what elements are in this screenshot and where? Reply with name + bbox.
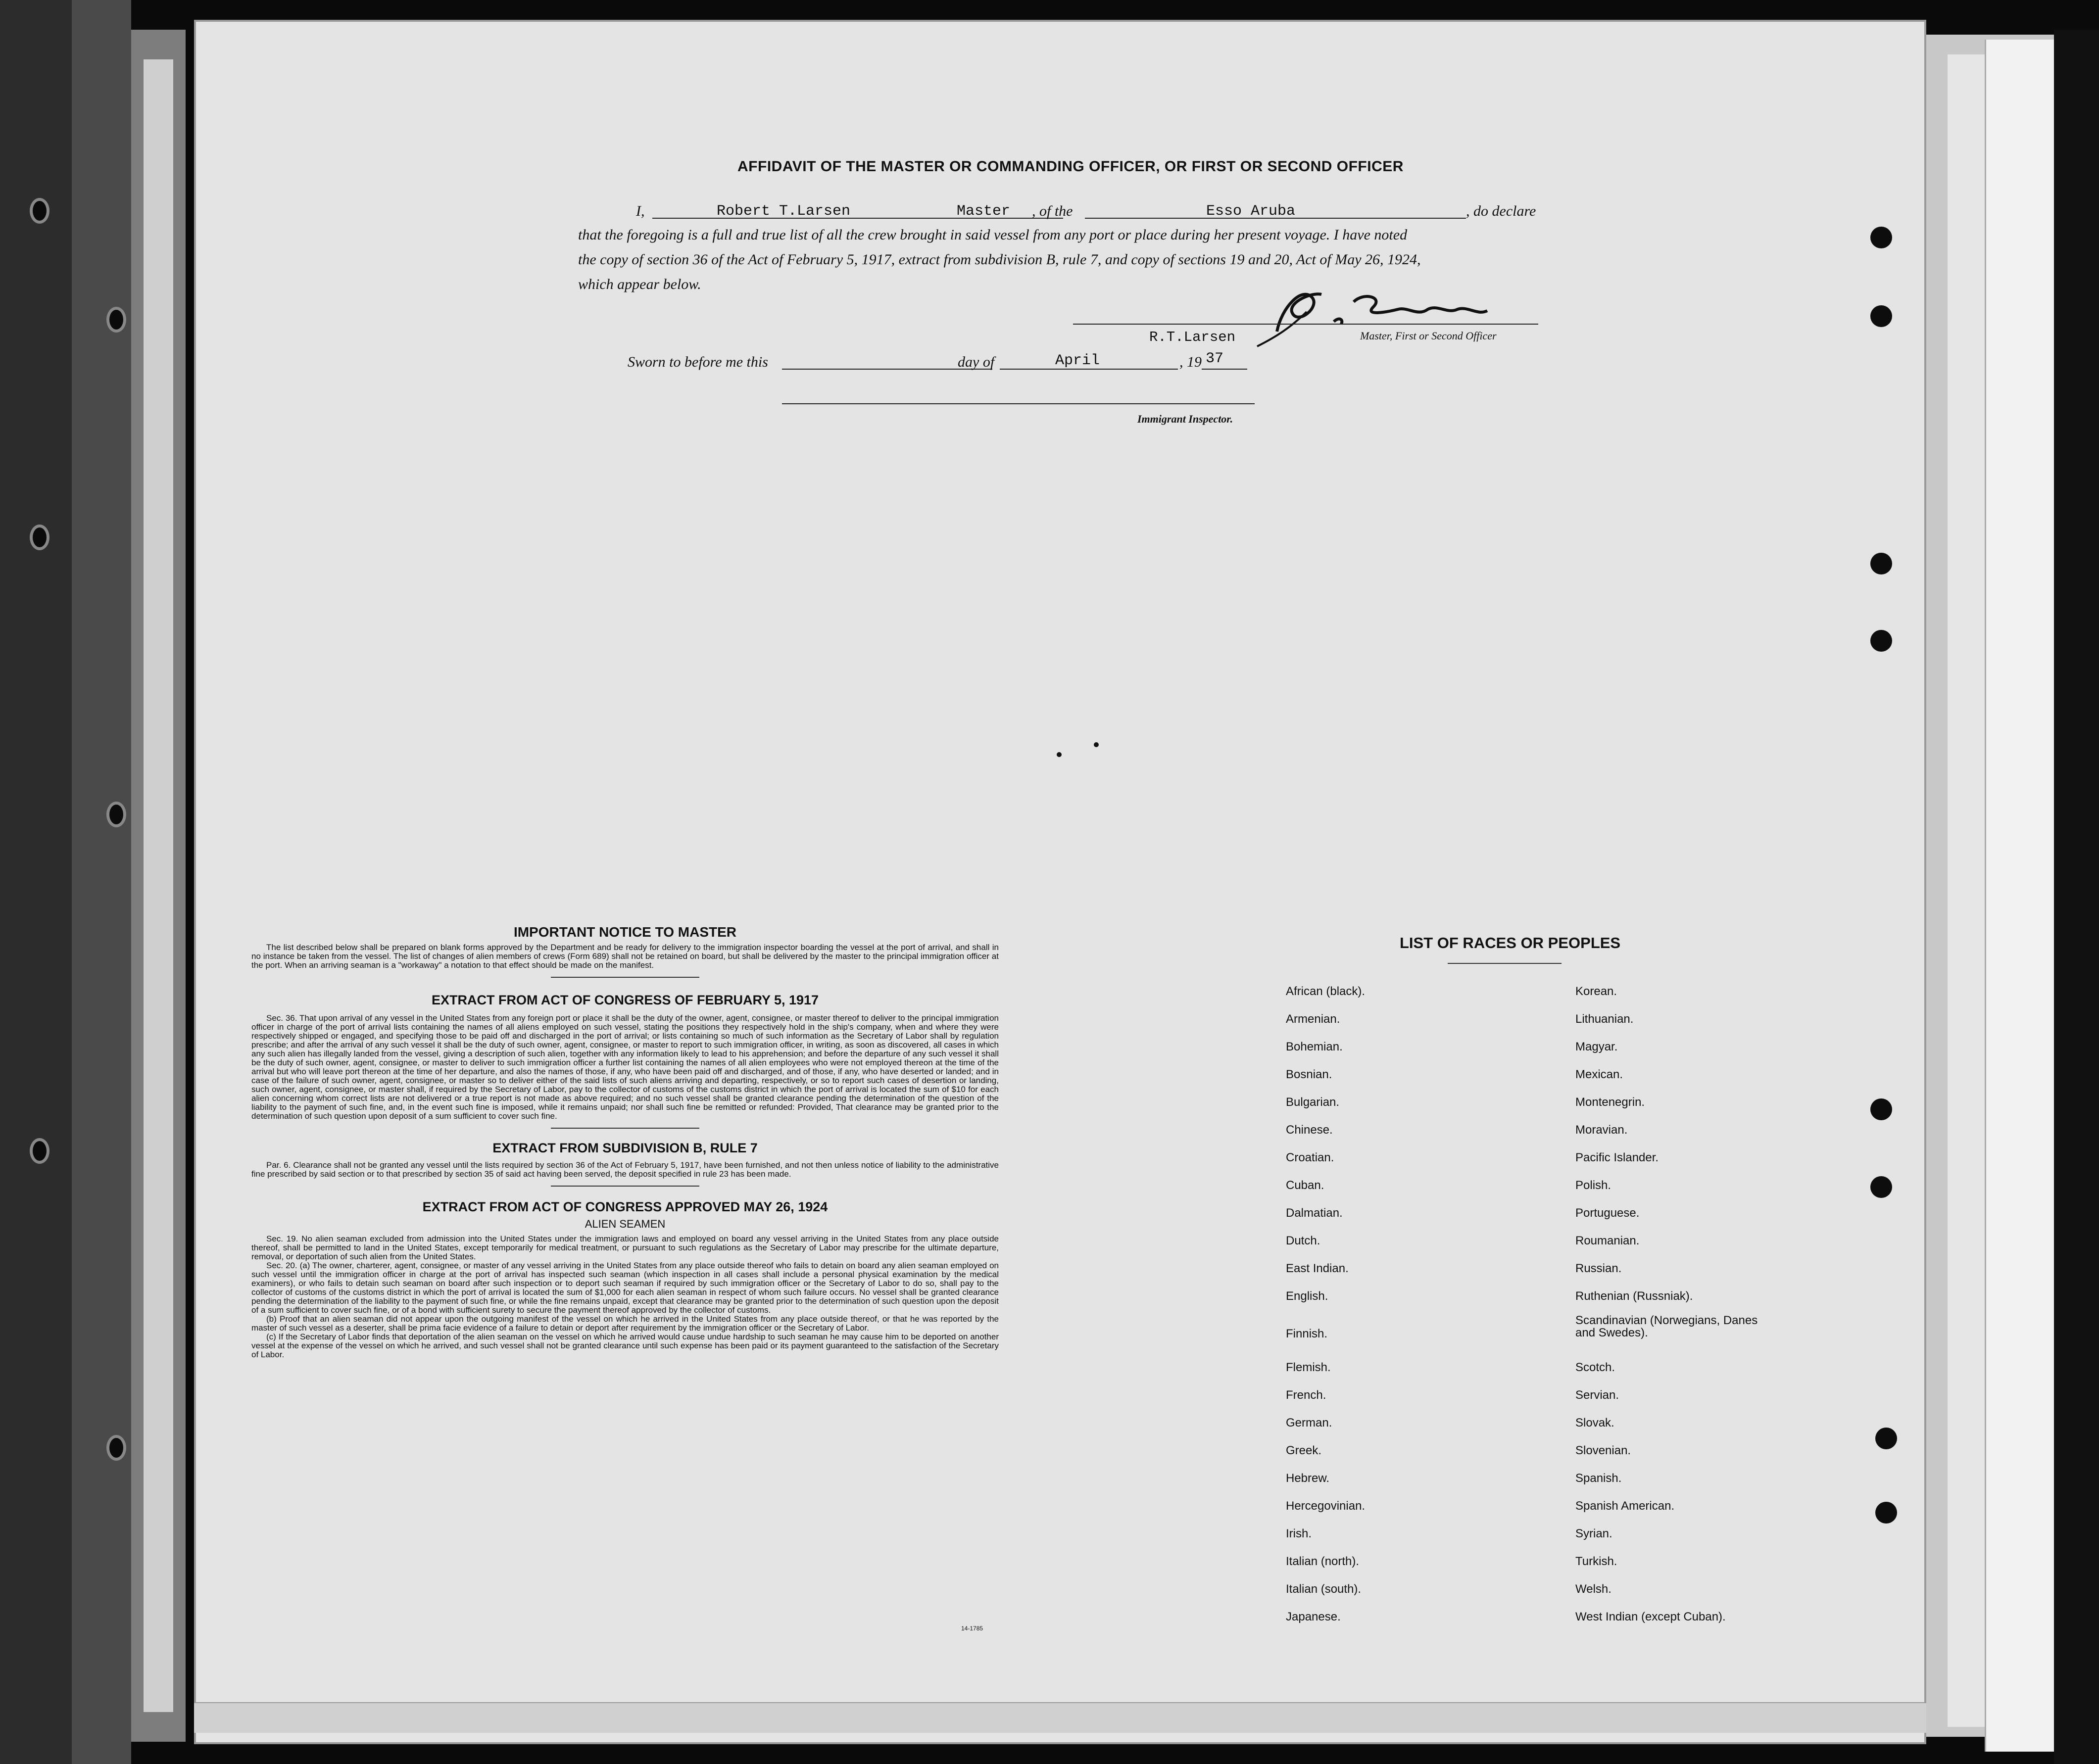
- race-item: English.: [1286, 1289, 1328, 1303]
- race-item: Finnish.: [1286, 1327, 1328, 1340]
- race-item: West Indian (except Cuban).: [1575, 1610, 1726, 1623]
- inspector-signature-line: [782, 403, 1255, 404]
- extract-rule7-title: EXTRACT FROM SUBDIVISION B, RULE 7: [492, 1141, 758, 1156]
- alien-seamen-subtitle: ALIEN SEAMEN: [585, 1218, 666, 1231]
- extract-1924-sec19: Sec. 19. No alien seaman excluded from admission into the United States under the immigration laws and employed on board any vessel arriving in the United States from any place outside thereof, shall be permitted to land in the United States, except temporarily for medical treatment, or pursuant to such regulations as the Secretary of Labor may prescribe for the ultimate departure, removal, or deportation of such alien from the United States.: [251, 1234, 999, 1262]
- binder-hole: [106, 307, 126, 333]
- race-item: Italian (south).: [1286, 1582, 1362, 1596]
- master-rank: Master: [957, 203, 1011, 220]
- race-item: Flemish.: [1286, 1361, 1331, 1374]
- race-item: Italian (north).: [1286, 1555, 1360, 1568]
- race-item: Scotch.: [1575, 1361, 1615, 1374]
- extract-1917-body: Sec. 36. That upon arrival of any vessel in the United States from any foreign port or place it shall be the duty of the owner, agent, consignee, or master thereof to deliver to the principal immigration officer in charge of the port of arrival lists containing the names of all aliens employed on such vessel, stating the positions they respectively hold in the ship's company, when and where they were respectively shipped or engaged, and specifying those to be paid off and discharged in the port of arrival; or lists containing so much of such information as the Secretary of Labor shall by regulation prescribe; and after the arrival of any such vessel it shall be the duty of such owner, agent, consignee, or master to report to such immigration officer, in writing, as soon as discovered, all cases in which any such alien has illegally landed from the vessel, giving a description of such alien, together with any information likely to lead to his apprehension; and before the departure of any such vessel it shall be the duty of such owner, agent, consignee, or master to deliver to such immigration officer a further list containing the names of all alien employees who were not employed thereon at the time of the arrival but who will leave port thereon at the time of her departure, and also the names of those, if any, who have been paid off and discharged, and of those, if any, who have deserted or landed; and in case of the failure of such owner, agent, consignee, or master so to deliver either of the said lists of such aliens arriving and departing, respectively, or so to report such cases of desertion or landing, such owner, agent, consignee, or master shall, if required by the Secretary of Labor, pay to the collector of customs of the customs district in which the port of arrival is located the sum of $10 for each alien concerning whom correct lists are not delivered or a true report is not made as above required; and no such vessel shall be granted clearance pending the determination of the question of the liability to the payment of such fine, and, in the event such fine is imposed, while it remains unpaid; nor shall such fine be remitted or refunded: Provided, That clearance may be granted prior to the determination of such question upon deposit of a sum sufficient to cover such fine.: [251, 1013, 999, 1121]
- race-item: Syrian.: [1575, 1527, 1612, 1540]
- punch-hole: [1870, 553, 1892, 574]
- race-item: Chinese.: [1286, 1123, 1333, 1137]
- punch-hole: [1870, 1098, 1892, 1120]
- sworn-label: Sworn to before me this: [628, 354, 768, 370]
- race-item: Turkish.: [1575, 1555, 1617, 1568]
- binder-hole: [106, 1435, 126, 1461]
- race-item: Ruthenian (Russniak).: [1575, 1289, 1693, 1303]
- sworn-year: 37: [1206, 350, 1224, 367]
- race-item: Bosnian.: [1286, 1068, 1332, 1081]
- race-item: Cuban.: [1286, 1179, 1324, 1192]
- divider: [551, 1128, 699, 1129]
- day-of-label: day of: [958, 354, 995, 370]
- races-title-rule: [1448, 963, 1562, 964]
- race-item: Polish.: [1575, 1179, 1611, 1192]
- master-name: Robert T.Larsen: [717, 203, 851, 220]
- year-prefix: , 19: [1179, 354, 1202, 370]
- notice-body: The list described below shall be prepared on blank forms approved by the Department and be ready for delivery to the immigration inspector boarding the vessel at the port of arrival, and shall in no instance be taken from the vessel. The list of changes of alien members of crews (Form 689) shall not be retained on board, but shall be delivered by the master to the principal immigration officer at the port. When an arriving seaman is a "workaway" a notation to that effect should be made on the manifest.: [251, 943, 999, 970]
- race-item: Magyar.: [1575, 1040, 1618, 1053]
- extract-1924-title: EXTRACT FROM ACT OF CONGRESS APPROVED MAY 26, 1924: [422, 1199, 828, 1215]
- punch-hole: [1870, 630, 1892, 652]
- vessel-name: Esso Aruba: [1206, 203, 1296, 220]
- speck: [1057, 752, 1062, 757]
- of-the-label: , of the: [1032, 203, 1073, 219]
- race-item: Greek.: [1286, 1444, 1322, 1457]
- divider: [551, 1186, 699, 1187]
- binder-left-mid: [72, 0, 131, 1764]
- race-item: Bulgarian.: [1286, 1096, 1340, 1109]
- affidavit-line-4: which appear below.: [578, 276, 701, 292]
- race-item: Spanish American.: [1575, 1499, 1675, 1513]
- race-item: Hercegovinian.: [1286, 1499, 1366, 1513]
- race-item: Hebrew.: [1286, 1472, 1330, 1485]
- form-number: 14-1785: [961, 1625, 983, 1632]
- race-item: Dutch.: [1286, 1234, 1320, 1247]
- extract-1924-sec20b: (b) Proof that an alien seaman did not appear upon the outgoing manifest of the vessel on which he arrived in the United States from any place outside thereof, or that he was reported by the master of such vessel as a deserter, shall be prima facie evidence of a failure to detain or deport after requirement by the immigration officer or the Secretary of Labor.: [251, 1314, 999, 1333]
- speck: [1094, 742, 1099, 747]
- typed-signature: R.T.Larsen: [1149, 329, 1236, 345]
- binder-hole: [30, 1138, 49, 1164]
- punch-hole: [1875, 1428, 1897, 1449]
- races-title: LIST OF RACES OR PEOPLES: [1400, 934, 1621, 952]
- race-item: Korean.: [1575, 985, 1617, 998]
- affidavit-line-2: that the foregoing is a full and true list of all the crew brought in said vessel from any port or place during her present voyage. I have noted: [578, 227, 1408, 243]
- extract-1924-sec20a: Sec. 20. (a) The owner, charterer, agent, consignee, or master of any vessel arriving in the United States from any place outside thereof who fails to detain on board any alien seaman employed on such vessel until the immigration officer in charge at the port of arrival has inspected such seaman (which inspection in all cases shall include a personal physical examination by the medical examiners), or who fails to detain such seaman on board after such inspection or to deport such seaman if required by such immigration officer or the Secretary of Labor to do so, shall pay to the collector of customs of the customs district in which the port of arrival is located the sum of $1,000 for each alien seaman in respect of whom such failure occurs. No vessel shall be granted clearance pending the determination of the liability to the payment of such fine, or while the fine remains unpaid, except that clearance may be granted prior to the determination of such question upon the deposit of a sum sufficient to cover such fine, or of a bond with sufficient surety to secure the payment thereof approved by the collector of customs.: [251, 1261, 999, 1315]
- race-item: Lithuanian.: [1575, 1012, 1634, 1026]
- year-underline: [1202, 369, 1247, 370]
- affidavit-i-label: I,: [636, 203, 645, 219]
- sworn-month: April: [1055, 352, 1100, 369]
- race-item: Armenian.: [1286, 1012, 1340, 1026]
- binder-hole: [30, 524, 49, 550]
- extract-1924-sec20c: (c) If the Secretary of Labor finds that deportation of the alien seaman on the vessel on which he arrived would cause undue hardship to such seaman he may cause him to be deported on another vessel at the expense of the vessel on which he arrived, and such vessel shall not be granted clearance until such expense has been paid or its payment guaranteed to the satisfaction of the Secretary of Labor.: [251, 1332, 999, 1360]
- race-item: Mexican.: [1575, 1068, 1623, 1081]
- race-item: Slovenian.: [1575, 1444, 1631, 1457]
- race-item: German.: [1286, 1416, 1332, 1430]
- race-item: East Indian.: [1286, 1262, 1349, 1275]
- race-item: Russian.: [1575, 1262, 1622, 1275]
- extract-rule7-body: Par. 6. Clearance shall not be granted any vessel until the lists required by section 36 of the Act of February 5, 1917, have been furnished, and not then unless notice of liability to the administrative fine prescribed by said section or to that prescribed by section 35 of said act having been served, the deposit specified in rule 23 has been made.: [251, 1160, 999, 1179]
- signature-line: [1073, 324, 1538, 325]
- race-item: Dalmatian.: [1286, 1206, 1343, 1220]
- binder-hole: [106, 802, 126, 827]
- race-item: African (black).: [1286, 985, 1366, 998]
- binder-left-dark: [0, 0, 72, 1764]
- inspector-label: Immigrant Inspector.: [1137, 413, 1233, 425]
- binder-right-ruled-sheet: [1985, 40, 2055, 1752]
- race-item: Spanish.: [1575, 1472, 1622, 1485]
- punch-hole: [1870, 305, 1892, 327]
- race-item: Portuguese.: [1575, 1206, 1640, 1220]
- affidavit-title: AFFIDAVIT OF THE MASTER OR COMMANDING OFFICER, OR FIRST OR SECOND OFFICER: [737, 158, 1404, 175]
- signer-title: Master, First or Second Officer: [1360, 330, 1497, 342]
- race-item: Montenegrin.: [1575, 1096, 1645, 1109]
- binder-right-dark: [2054, 30, 2099, 1764]
- race-item: Japanese.: [1286, 1610, 1341, 1623]
- form-page: [194, 20, 1926, 1744]
- race-item: Welsh.: [1575, 1582, 1611, 1596]
- punch-hole: [1870, 227, 1892, 248]
- do-declare-label: , do declare: [1466, 203, 1536, 219]
- notice-block: [251, 924, 999, 1359]
- affidavit-line-3: the copy of section 36 of the Act of February 5, 1917, extract from subdivision B, rule 7, and copy of sections 19 and 20, Act of May 26, 1924,: [578, 251, 1421, 268]
- race-item: Croatian.: [1286, 1151, 1334, 1164]
- notice-title: IMPORTANT NOTICE TO MASTER: [513, 924, 737, 940]
- divider: [551, 977, 699, 978]
- race-item: Pacific Islander.: [1575, 1151, 1659, 1164]
- race-item: French.: [1286, 1388, 1326, 1402]
- race-item: Roumanian.: [1575, 1234, 1640, 1247]
- binder-hole: [30, 198, 49, 224]
- race-item: Bohemian.: [1286, 1040, 1343, 1053]
- punch-hole: [1875, 1502, 1897, 1524]
- punch-hole: [1870, 1176, 1892, 1198]
- page-bottom-edge: [194, 1702, 1926, 1733]
- race-item: Moravian.: [1575, 1123, 1628, 1137]
- extract-1917-title: EXTRACT FROM ACT OF CONGRESS OF FEBRUARY 5, 1917: [431, 993, 819, 1008]
- race-item: Servian.: [1575, 1388, 1619, 1402]
- binder-left-sheet: [144, 59, 173, 1712]
- race-item: Scandinavian (Norwegians, Danes and Swedes).: [1575, 1314, 1758, 1340]
- race-item: Slovak.: [1575, 1416, 1614, 1430]
- race-item: Irish.: [1286, 1527, 1312, 1540]
